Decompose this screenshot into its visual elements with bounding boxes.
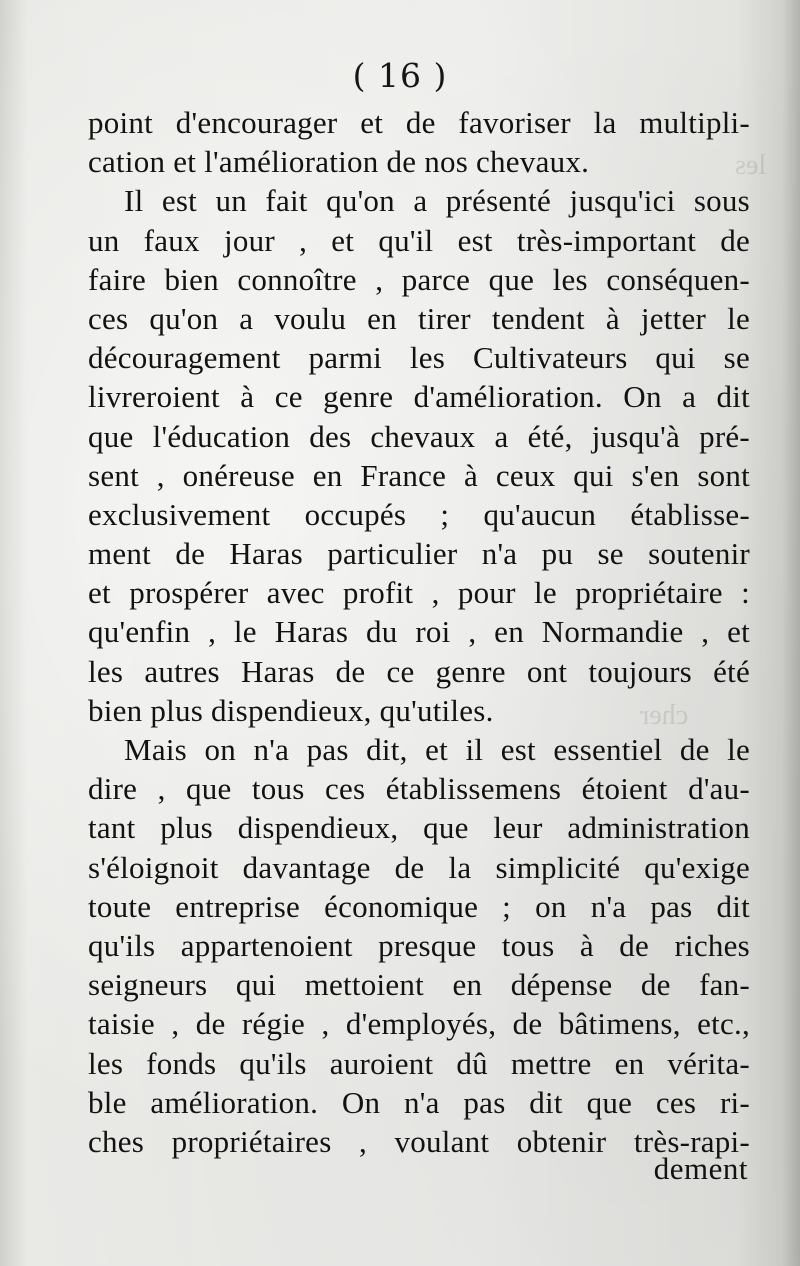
text-line: Il est un fait qu'on a présenté jusqu'ici sous	[124, 183, 750, 219]
text-line: les autres Haras de ce genre ont toujours été	[88, 653, 750, 689]
text-line: sent , onéreuse en France à ceux qui s'en sont	[88, 457, 750, 493]
body-text	[88, 103, 750, 1161]
text-line: qu'ils appartenoient presque tous à de riches	[88, 927, 750, 963]
text-line: bien plus dispendieux, qu'utiles.	[88, 692, 494, 728]
text-line: toute entreprise économique ; on n'a pas dit	[88, 888, 750, 924]
text-line: qu'enfin , le Haras du roi , en Normandie , et	[88, 614, 750, 650]
text-line: faire bien connoître , parce que les conséquen-	[88, 261, 750, 297]
page-number: ( 16 )	[352, 56, 448, 95]
text-line: livreroient à ce genre d'amélioration. On a dit	[88, 379, 750, 415]
bleed-through-mark: les	[735, 150, 767, 181]
text-line: et prospérer avec profit , pour le propriétaire :	[88, 575, 750, 611]
bleed-through-mark: cher	[640, 700, 689, 731]
text-line: taisie , de régie , d'employés, de bâtimens, etc.,	[88, 1006, 750, 1042]
text-line: exclusivement occupés ; qu'aucun établisse-	[88, 496, 750, 532]
text-line: tant plus dispendieux, que leur administration	[88, 810, 750, 846]
text-line: un faux jour , et qu'il est très-important de	[88, 222, 750, 258]
text-line: Mais on n'a pas dit, et il est essentiel de le	[124, 732, 750, 767]
text-line: ment de Haras particulier n'a pu se soutenir	[88, 536, 750, 572]
text-line: point d'encourager et de favoriser la multipli-	[88, 105, 750, 140]
text-line: ces qu'on a voulu en tirer tendent à jetter le	[88, 300, 750, 336]
text-line: seigneurs qui mettoient en dépense de fan-	[88, 967, 750, 1003]
text-line: dire , que tous ces établissemens étoient d'au-	[88, 771, 750, 807]
catchword: dement	[653, 1151, 748, 1186]
text-line: découragement parmi les Cultivateurs qui se	[88, 340, 750, 376]
page-edge-shadow	[782, 0, 800, 1266]
text-line: cation et l'amélioration de nos chevaux.	[88, 144, 590, 180]
text-line: s'éloignoit davantage de la simplicité qu'exige	[88, 849, 750, 885]
text-line: les fonds qu'ils auroient dû mettre en vérita-	[88, 1045, 750, 1081]
text-line: que l'éducation des chevaux a été, jusqu'à pré-	[88, 418, 750, 454]
text-line: ble amélioration. On n'a pas dit que ces ri-	[88, 1084, 750, 1120]
text-line: ches propriétaires , voulant obtenir très-rapi-	[88, 1123, 750, 1159]
